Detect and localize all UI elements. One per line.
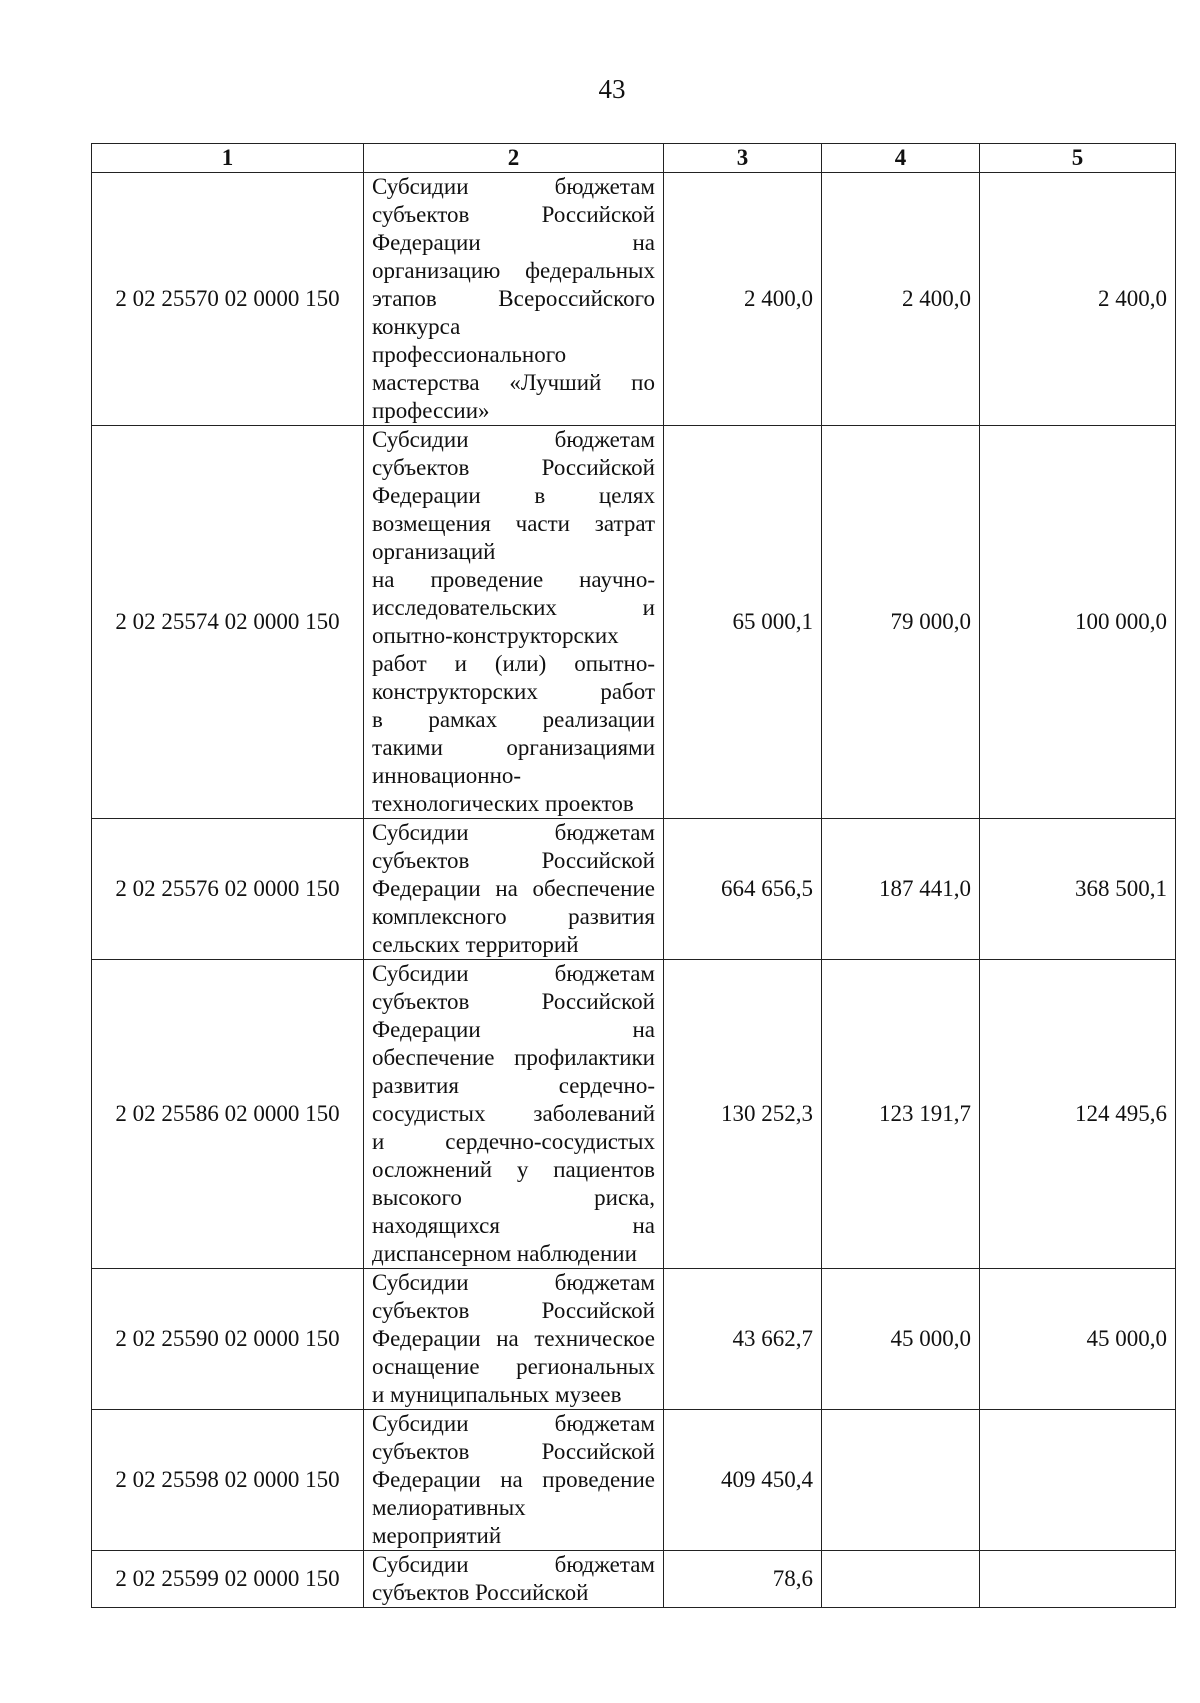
description-line: Субсидии бюджетам — [372, 1270, 655, 1295]
description-line: находящихся на — [372, 1213, 655, 1238]
amount-cell-3: 664 656,5 — [664, 819, 822, 960]
description-line: развития сердечно- — [372, 1073, 655, 1098]
page-number: 43 — [598, 74, 626, 104]
description-cell — [364, 426, 664, 819]
description-line: субъектов Российской — [372, 1439, 655, 1464]
description-line: мероприятий — [372, 1523, 502, 1548]
description-line: субъектов Российской — [372, 455, 655, 480]
description-line: обеспечение профилактики — [372, 1045, 655, 1070]
table-row — [92, 426, 1176, 819]
description-line: и сердечно-сосудистых — [372, 1129, 655, 1154]
description-line: Субсидии бюджетам — [372, 961, 655, 986]
amount-cell-3: 78,6 — [664, 1551, 822, 1608]
table-row — [92, 960, 1176, 1269]
description-line: субъектов Российской — [372, 989, 655, 1014]
description-line: такими организациями — [372, 735, 655, 760]
description-line: и муниципальных музеев — [372, 1382, 622, 1407]
table-row — [92, 1269, 1176, 1410]
description-line: субъектов Российской — [372, 1580, 589, 1605]
description-line: Субсидии бюджетам — [372, 1411, 655, 1436]
description-line: Федерации на обеспечение — [372, 876, 655, 901]
budget-code-cell: 2 02 25574 02 0000 150 — [92, 426, 364, 819]
description-cell — [364, 1410, 664, 1551]
description-line: оснащение региональных — [372, 1354, 655, 1379]
amount-cell-4: 123 191,7 — [822, 960, 980, 1269]
amount-cell-5: 2 400,0 — [980, 173, 1176, 426]
description-cell — [364, 173, 664, 426]
description-line: организаций — [372, 539, 496, 564]
table-body — [92, 173, 1176, 1608]
table-row — [92, 1551, 1176, 1608]
description-line: Федерации на техническое — [372, 1326, 655, 1351]
description-line: в рамках реализации — [372, 707, 655, 732]
description-line: мелиоративных — [372, 1495, 526, 1520]
description-line: инновационно- — [372, 763, 522, 788]
amount-cell-4: 2 400,0 — [822, 173, 980, 426]
column-header-3: 3 — [664, 144, 822, 173]
description-line: конструкторских работ — [372, 679, 655, 704]
budget-code-cell: 2 02 25599 02 0000 150 — [92, 1551, 364, 1608]
table-row — [92, 173, 1176, 426]
description-cell — [364, 819, 664, 960]
description-line: сельских территорий — [372, 932, 579, 957]
description-line: высокого риска, — [372, 1185, 655, 1210]
description-line: Федерации на проведение — [372, 1467, 655, 1492]
amount-cell-5: 100 000,0 — [980, 426, 1176, 819]
budget-code-cell: 2 02 25570 02 0000 150 — [92, 173, 364, 426]
table-row — [92, 1410, 1176, 1551]
amount-cell-3: 130 252,3 — [664, 960, 822, 1269]
column-header-1: 1 — [92, 144, 364, 173]
budget-code-cell: 2 02 25586 02 0000 150 — [92, 960, 364, 1269]
description-line: организацию федеральных — [372, 258, 655, 283]
amount-cell-3: 65 000,1 — [664, 426, 822, 819]
header-row — [92, 144, 1176, 173]
description-line: конкурса — [372, 314, 461, 339]
budget-code-cell: 2 02 25590 02 0000 150 — [92, 1269, 364, 1410]
description-cell — [364, 1269, 664, 1410]
amount-cell-3: 43 662,7 — [664, 1269, 822, 1410]
amount-cell-5 — [980, 1410, 1176, 1551]
description-line: Федерации на — [372, 230, 655, 255]
description-line: опытно-конструкторских — [372, 623, 619, 648]
amount-cell-4: 187 441,0 — [822, 819, 980, 960]
budget-table — [91, 143, 1176, 1608]
description-line: комплексного развития — [372, 904, 655, 929]
description-line: технологических проектов — [372, 791, 634, 816]
description-line: Федерации в целях — [372, 483, 655, 508]
description-line: работ и (или) опытно- — [372, 651, 655, 676]
description-line: осложнений у пациентов — [372, 1157, 655, 1182]
description-line: субъектов Российской — [372, 202, 655, 227]
budget-code-cell: 2 02 25576 02 0000 150 — [92, 819, 364, 960]
amount-cell-4: 45 000,0 — [822, 1269, 980, 1410]
description-line: Субсидии бюджетам — [372, 1552, 655, 1577]
description-line: профессии» — [372, 398, 490, 423]
amount-cell-5: 45 000,0 — [980, 1269, 1176, 1410]
column-header-4: 4 — [822, 144, 980, 173]
amount-cell-4 — [822, 1410, 980, 1551]
column-header-2: 2 — [364, 144, 664, 173]
description-cell — [364, 960, 664, 1269]
description-line: исследовательских и — [372, 595, 655, 620]
amount-cell-5: 124 495,6 — [980, 960, 1176, 1269]
description-line: Федерации на — [372, 1017, 655, 1042]
column-header-5: 5 — [980, 144, 1176, 173]
table-row — [92, 819, 1176, 960]
description-line: сосудистых заболеваний — [372, 1101, 655, 1126]
description-line: Субсидии бюджетам — [372, 174, 655, 199]
description-line: профессионального — [372, 342, 567, 367]
amount-cell-5: 368 500,1 — [980, 819, 1176, 960]
amount-cell-3: 2 400,0 — [664, 173, 822, 426]
budget-code-cell: 2 02 25598 02 0000 150 — [92, 1410, 364, 1551]
description-line: мастерства «Лучший по — [372, 370, 655, 395]
amount-cell-5 — [980, 1551, 1176, 1608]
description-line: диспансерном наблюдении — [372, 1241, 637, 1266]
description-line: субъектов Российской — [372, 848, 655, 873]
description-line: этапов Всероссийского — [372, 286, 655, 311]
amount-cell-4 — [822, 1551, 980, 1608]
amount-cell-4: 79 000,0 — [822, 426, 980, 819]
description-line: на проведение научно- — [372, 567, 655, 592]
description-line: возмещения части затрат — [372, 511, 655, 536]
description-cell — [364, 1551, 664, 1608]
amount-cell-3: 409 450,4 — [664, 1410, 822, 1551]
description-line: Субсидии бюджетам — [372, 427, 655, 452]
description-line: Субсидии бюджетам — [372, 820, 655, 845]
description-line: субъектов Российской — [372, 1298, 655, 1323]
